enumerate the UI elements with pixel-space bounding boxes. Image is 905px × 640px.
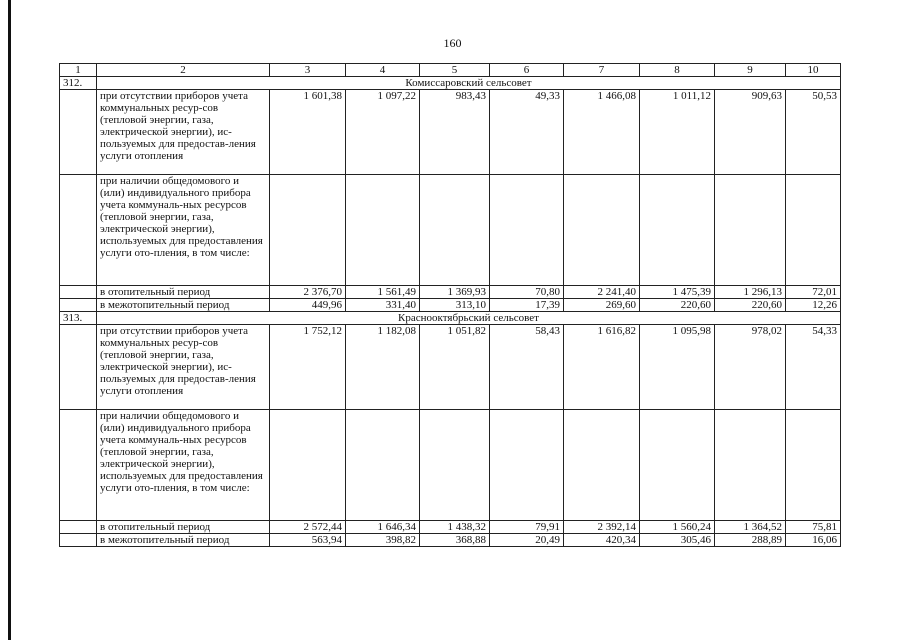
table-row: [60, 325, 841, 410]
row-number-cell: [60, 286, 97, 299]
value-cell: [564, 175, 640, 286]
header-cell: 3: [270, 64, 346, 77]
row-label: в отопительный период: [97, 521, 270, 534]
section-header-row: [60, 77, 841, 90]
value-cell: 1 561,49: [346, 286, 420, 299]
value-cell: 1 369,93: [420, 286, 490, 299]
value-cell: [715, 175, 786, 286]
value-cell: 2 392,14: [564, 521, 640, 534]
section-name: Краснооктябрьский сельсовет: [97, 312, 841, 325]
value-cell: 1 095,98: [640, 325, 715, 410]
table-row: [60, 534, 841, 547]
value-cell: 1 011,12: [640, 90, 715, 175]
value-cell: 54,33: [786, 325, 841, 410]
value-cell: 305,46: [640, 534, 715, 547]
table-row: [60, 90, 841, 175]
header-cell: 5: [420, 64, 490, 77]
table-row: [60, 521, 841, 534]
row-label: в межотопительный период: [97, 534, 270, 547]
value-cell: [420, 175, 490, 286]
value-cell: 70,80: [490, 286, 564, 299]
section-name: Комиссаровский сельсовет: [97, 77, 841, 90]
value-cell: 58,43: [490, 325, 564, 410]
row-number-cell: [60, 299, 97, 312]
header-cell: 10: [786, 64, 841, 77]
section-id: 312.: [60, 77, 97, 90]
value-cell: 49,33: [490, 90, 564, 175]
value-cell: 1 616,82: [564, 325, 640, 410]
table-row: [60, 299, 841, 312]
row-number-cell: [60, 534, 97, 547]
value-cell: [270, 410, 346, 521]
section-id: 313.: [60, 312, 97, 325]
value-cell: 1 438,32: [420, 521, 490, 534]
value-cell: 2 376,70: [270, 286, 346, 299]
row-label: при наличии общедомового и (или) индивидуального прибора учета коммуналь-ных ресурсов (тепловой энергии, газа, электрической энергии), используемых для предоставления услуги ото-пления, в том числе:: [97, 410, 270, 521]
value-cell: 398,82: [346, 534, 420, 547]
value-cell: [715, 410, 786, 521]
value-cell: [490, 410, 564, 521]
value-cell: 2 572,44: [270, 521, 346, 534]
value-cell: [346, 410, 420, 521]
value-cell: [564, 410, 640, 521]
value-cell: 1 296,13: [715, 286, 786, 299]
row-label: при наличии общедомового и (или) индивидуального прибора учета коммуналь-ных ресурсов (тепловой энергии, газа, электрической энергии), используемых для предоставления услуги ото-пления, в том числе:: [97, 175, 270, 286]
table-row: [60, 175, 841, 286]
header-row: [60, 64, 841, 77]
value-cell: 909,63: [715, 90, 786, 175]
value-cell: [270, 175, 346, 286]
table-row: [60, 286, 841, 299]
value-cell: 1 466,08: [564, 90, 640, 175]
value-cell: [490, 175, 564, 286]
value-cell: 79,91: [490, 521, 564, 534]
value-cell: [346, 175, 420, 286]
row-number-cell: [60, 325, 97, 410]
row-number-cell: [60, 175, 97, 286]
value-cell: 313,10: [420, 299, 490, 312]
value-cell: 420,34: [564, 534, 640, 547]
row-number-cell: [60, 410, 97, 521]
value-cell: [786, 410, 841, 521]
value-cell: 17,39: [490, 299, 564, 312]
value-cell: [640, 175, 715, 286]
header-cell: 2: [97, 64, 270, 77]
header-cell: 8: [640, 64, 715, 77]
header-cell: 6: [490, 64, 564, 77]
value-cell: 2 241,40: [564, 286, 640, 299]
value-cell: 368,88: [420, 534, 490, 547]
left-border-bar: [8, 0, 11, 640]
value-cell: 288,89: [715, 534, 786, 547]
value-cell: [640, 410, 715, 521]
value-cell: 220,60: [715, 299, 786, 312]
value-cell: 331,40: [346, 299, 420, 312]
value-cell: 1 752,12: [270, 325, 346, 410]
value-cell: 983,43: [420, 90, 490, 175]
value-cell: 20,49: [490, 534, 564, 547]
row-number-cell: [60, 90, 97, 175]
section-header-row: [60, 312, 841, 325]
value-cell: 50,53: [786, 90, 841, 175]
value-cell: 16,06: [786, 534, 841, 547]
value-cell: 1 097,22: [346, 90, 420, 175]
row-label: при отсутствии приборов учета коммунальных ресур-сов (тепловой энергии, газа, электрической энергии), ис-пользуемых для предостав-ления услуги отопления: [97, 90, 270, 175]
value-cell: 269,60: [564, 299, 640, 312]
header-cell: 9: [715, 64, 786, 77]
row-label: при отсутствии приборов учета коммунальных ресур-сов (тепловой энергии, газа, электрической энергии), ис-пользуемых для предостав-ления услуги отопления: [97, 325, 270, 410]
value-cell: 1 601,38: [270, 90, 346, 175]
value-cell: 1 560,24: [640, 521, 715, 534]
value-cell: 72,01: [786, 286, 841, 299]
value-cell: 449,96: [270, 299, 346, 312]
value-cell: 1 051,82: [420, 325, 490, 410]
header-cell: 1: [60, 64, 97, 77]
value-cell: 220,60: [640, 299, 715, 312]
value-cell: 1 182,08: [346, 325, 420, 410]
value-cell: [420, 410, 490, 521]
header-cell: 7: [564, 64, 640, 77]
value-cell: 563,94: [270, 534, 346, 547]
table-row: [60, 410, 841, 521]
page-number: 160: [443, 36, 462, 50]
value-cell: 978,02: [715, 325, 786, 410]
value-cell: [786, 175, 841, 286]
row-number-cell: [60, 521, 97, 534]
value-cell: 1 475,39: [640, 286, 715, 299]
row-label: в межотопительный период: [97, 299, 270, 312]
value-cell: 1 646,34: [346, 521, 420, 534]
tariff-table: [59, 63, 841, 547]
value-cell: 75,81: [786, 521, 841, 534]
value-cell: 1 364,52: [715, 521, 786, 534]
value-cell: 12,26: [786, 299, 841, 312]
header-cell: 4: [346, 64, 420, 77]
row-label: в отопительный период: [97, 286, 270, 299]
